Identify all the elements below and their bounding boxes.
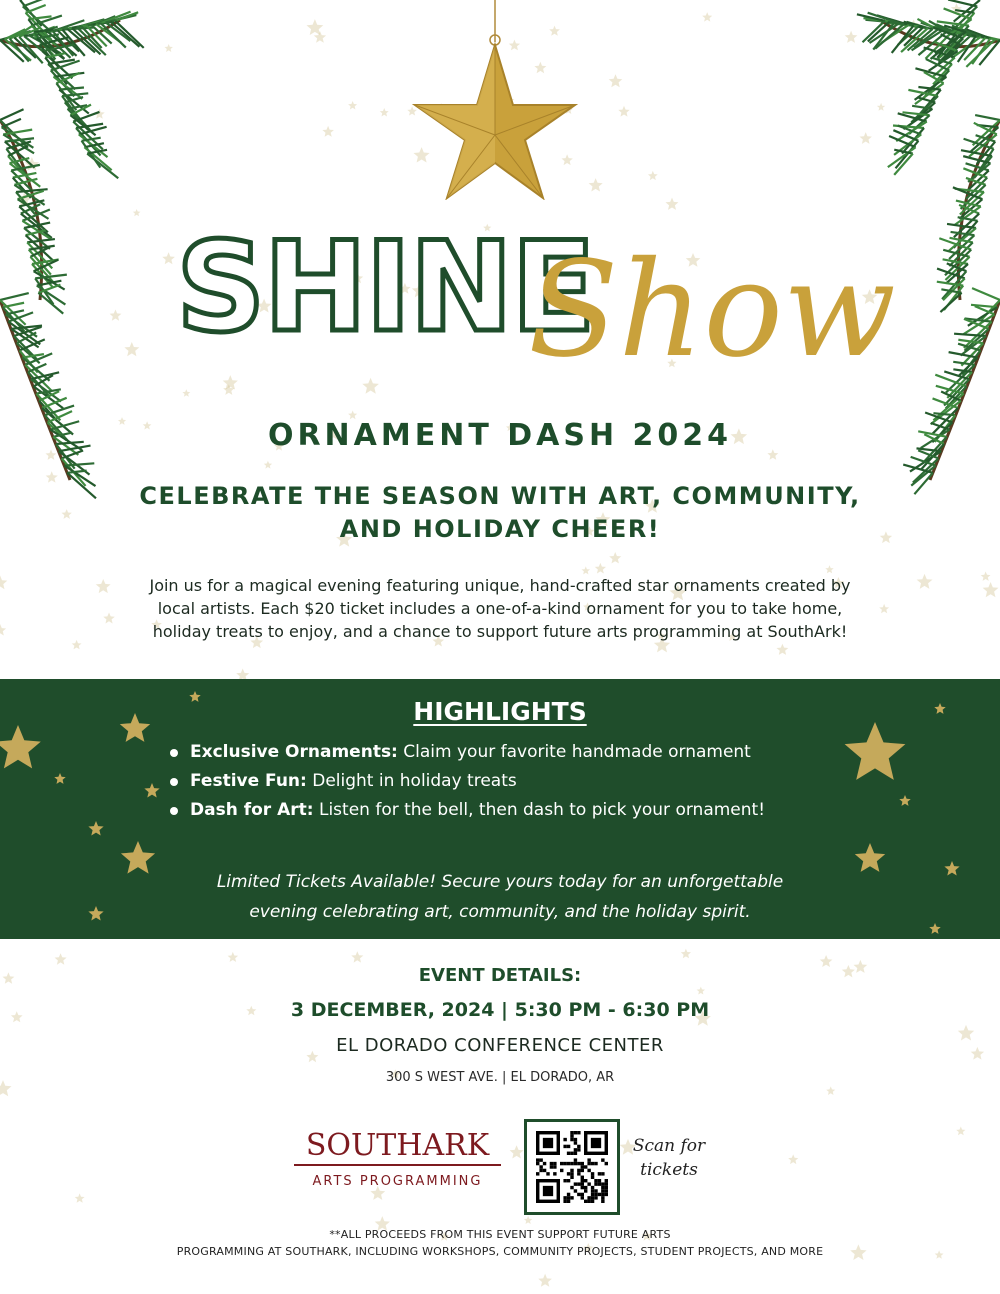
band-star-icon: [0, 725, 41, 768]
highlights-list: [168, 738, 868, 825]
intro-line: Join us for a magical evening featuring unique, hand-crafted star ornaments created by: [149, 576, 851, 595]
tagline-line: AND HOLIDAY CHEER!: [339, 515, 661, 543]
pine-needle: [87, 154, 118, 179]
band-star-icon: [54, 773, 65, 784]
band-star-icon: [88, 906, 103, 921]
logo-subtitle: ARTS PROGRAMMING: [312, 1174, 483, 1189]
band-star-icon: [944, 861, 959, 876]
background-star-icon: [0, 575, 7, 589]
highlight-text: Listen for the bell, then dash to pick your ornament!: [313, 800, 766, 820]
background-star-icon: [825, 565, 833, 573]
pine-needle: [115, 21, 144, 48]
pine-needle: [23, 0, 54, 6]
highlight-label: Festive Fun:: [190, 771, 307, 791]
footer-line: **ALL PROCEEDS FROM THIS EVENT SUPPORT FUTURE ARTS: [329, 1228, 671, 1241]
event-details-heading: EVENT DETAILS:: [418, 965, 582, 986]
ticket-qr-code[interactable]: [524, 1119, 620, 1215]
background-star-icon: [55, 953, 67, 964]
background-star-icon: [935, 1250, 944, 1258]
band-star-icon: [855, 843, 885, 872]
highlight-item: [168, 796, 868, 825]
qr-code-icon: [536, 1131, 608, 1203]
background-star-icon: [681, 949, 691, 959]
background-star-icon: [510, 1145, 524, 1158]
intro-line: local artists. Each $20 ticket includes a one-of-a-kind ornament for you to take home,: [157, 599, 843, 618]
pine-needle: [110, 22, 139, 47]
highlight-text: Claim your favorite handmade ornament: [397, 742, 751, 762]
logo-divider: [294, 1164, 501, 1166]
highlight-label: Exclusive Ornaments:: [190, 742, 398, 762]
event-date-time: 3 DECEMBER, 2024 | 5:30 PM - 6:30 PM: [290, 999, 710, 1021]
band-star-icon: [899, 795, 910, 806]
title-word-show: Show: [528, 233, 896, 387]
limited-line: Limited Tickets Available! Secure yours today for an unforgettable: [216, 872, 784, 892]
pine-needle: [67, 471, 86, 473]
gold-star-ornament: [405, 0, 585, 200]
background-star-icon: [956, 1127, 965, 1136]
background-star-icon: [788, 1154, 798, 1164]
limited-tickets-note: [150, 867, 850, 927]
band-star-icon: [144, 783, 159, 798]
pine-needle: [59, 88, 84, 90]
background-star-icon: [75, 1193, 85, 1202]
band-star-icon: [929, 923, 940, 934]
intro-paragraph: [80, 574, 920, 643]
background-star-icon: [609, 552, 621, 563]
background-star-icon: [538, 1274, 552, 1287]
event-tagline: [100, 480, 900, 546]
highlight-item: [168, 767, 868, 796]
background-star-icon: [595, 563, 606, 574]
background-star-icon: [228, 952, 239, 962]
background-star-icon: [981, 572, 991, 581]
highlight-label: Dash for Art:: [190, 800, 314, 820]
title-word-shine: SHINE: [176, 216, 594, 360]
limited-line: evening celebrating art, community, and the holiday spirit.: [249, 902, 751, 922]
event-venue: EL DORADO CONFERENCE CENTER: [336, 1035, 664, 1056]
background-star-icon: [826, 1086, 835, 1095]
highlights-title: HIGHLIGHTS: [413, 697, 587, 726]
qr-caption-line: Scan for: [632, 1136, 706, 1156]
intro-line: holiday treats to enjoy, and a chance to support future arts programming at SouthArk!: [152, 622, 848, 641]
pine-needle: [975, 115, 1000, 120]
tagline-line: CELEBRATE THE SEASON WITH ART, COMMUNITY,: [139, 482, 861, 510]
background-star-icon: [0, 624, 6, 635]
qr-caption: [619, 1134, 719, 1182]
pine-needle: [76, 124, 103, 128]
southark-logo: [290, 1128, 510, 1208]
pine-needle: [64, 463, 94, 465]
qr-caption-line: tickets: [640, 1160, 698, 1180]
pine-needle: [28, 16, 51, 19]
footer-note: [100, 1226, 900, 1260]
event-address: 300 S WEST AVE. | EL DORADO, AR: [385, 1070, 615, 1085]
event-subtitle: ORNAMENT DASH 2024: [267, 418, 733, 453]
highlight-item: [168, 738, 868, 767]
background-star-icon: [777, 644, 789, 655]
background-star-icon: [697, 987, 705, 995]
band-star-icon: [88, 821, 103, 836]
logo-wordmark: SOUTHARK: [305, 1128, 490, 1163]
event-title: [0, 205, 1000, 395]
footer-line: PROGRAMMING AT SOUTHARK, INCLUDING WORKSHOPS, COMMUNITY PROJECTS, STUDENT PROJECTS, AND MORE: [176, 1245, 824, 1258]
highlight-text: Delight in holiday treats: [306, 771, 517, 791]
background-star-icon: [524, 1216, 532, 1224]
pine-needle: [948, 0, 977, 6]
background-star-icon: [983, 582, 999, 597]
background-star-icon: [351, 951, 363, 962]
